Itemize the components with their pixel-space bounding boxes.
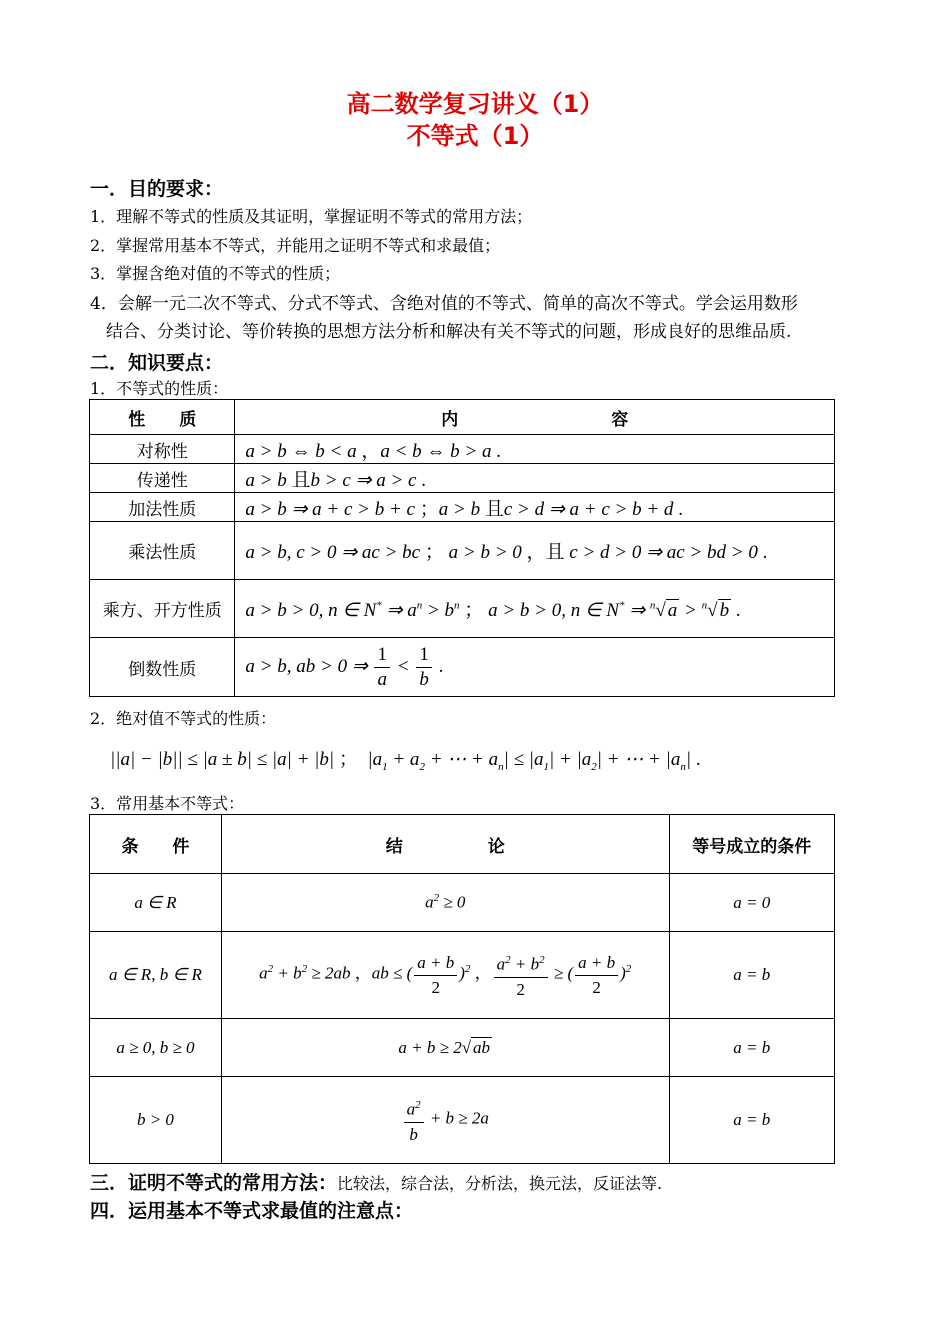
conclusion-cell: $\frac{a^2}{b}$ + b ≥ 2a <box>221 1077 669 1164</box>
section1-heading: 一．目的要求： <box>90 178 224 200</box>
section3-heading: 三．证明不等式的常用方法： <box>90 1172 338 1194</box>
table2-header-condition: 条 件 <box>90 815 222 874</box>
conclusion-cell: $a^2 + b^2 \ge 2ab$ ，ab ≤ ( $\frac{a + b}{2}$ )$^2$ ， $\frac{a^2 + b^2}{2}$ ≥ ( $\frac{a + b}{2}$ )$^2$ <box>221 932 669 1019</box>
section2-sub3: 3．常用基本不等式： <box>90 794 245 813</box>
transitivity-formula: a > b 且b > c ⇒ a > c . <box>235 464 835 493</box>
section1-item-4: 4．会解一元二次不等式、分式不等式、含绝对值的不等式、简单的高次不等式。学会运用数形 <box>90 294 798 314</box>
section4-heading: 四．运用基本不等式求最值的注意点： <box>90 1200 414 1222</box>
conclusion-cell: a + b ≥ 2√ ab <box>221 1019 669 1077</box>
table1-header-content: 内 容 <box>235 400 835 435</box>
doc-title-line2: 不等式（1） <box>406 122 544 150</box>
doc-title-line1: 高二数学复习讲义（1） <box>346 90 604 118</box>
table1-row-name: 乘方、开方性质 <box>90 580 235 638</box>
section2-heading: 二．知识要点： <box>90 352 224 374</box>
equality-cell: a = 0 <box>669 874 834 932</box>
table1-row-name: 传递性 <box>90 464 235 493</box>
section1-item-4-cont: 结合、分类讨论、等价转换的思想方法分析和解决有关不等式的问题，形成良好的思维品质. <box>106 322 792 342</box>
section2-sub1: 1．不等式的性质： <box>90 379 229 398</box>
equality-cell: a = b <box>669 1077 834 1164</box>
table1-header-property: 性 质 <box>90 400 235 435</box>
conclusion-cell: $a^2 \ge 0$ <box>221 874 669 932</box>
section2-sub2: 2．绝对值不等式的性质： <box>90 709 277 728</box>
table1-row-name: 加法性质 <box>90 493 235 522</box>
section1-item-1: 1．理解不等式的性质及其证明，掌握证明不等式的常用方法； <box>90 207 533 226</box>
section1-item-2: 2．掌握常用基本不等式，并能用之证明不等式和求最值； <box>90 236 501 255</box>
multiplication-formula: a > b, c > 0 ⇒ ac > bc ； a > b > 0 ，且 c > d > 0 ⇒ ac > bd > 0 . <box>235 522 835 580</box>
absolute-value-formula: ||a| − |b|| ≤ |a ± b| ≤ |a| + |b| ； $|a_1 + a_2$ + ⋯ + $a_n| \le |a_1| + |a_2|$ + ⋯ + $|a_n|$ . <box>110 749 701 773</box>
properties-table <box>89 399 835 697</box>
section3 <box>90 1168 662 1195</box>
condition-cell: a ∈ R, b ∈ R <box>90 932 222 1019</box>
symmetry-formula: a > b ⇔ b < a ，a < b ⇔ b > a . <box>235 435 835 464</box>
power-root-formula: a > b > 0, n ∈ N* ⇒ $a^n > b^n$ ； a > b > 0, n ∈ N* ⇒ $^n$√ a > $^n$√ b . <box>235 580 835 638</box>
table1-row-name: 倒数性质 <box>90 638 235 697</box>
condition-cell: a ∈ R <box>90 874 222 932</box>
equality-cell: a = b <box>669 932 834 1019</box>
section1-item-3: 3．掌握含绝对值的不等式的性质； <box>90 264 341 283</box>
condition-cell: a ≥ 0, b ≥ 0 <box>90 1019 222 1077</box>
equality-cell: a = b <box>669 1019 834 1077</box>
table2-header-equality: 等号成立的条件 <box>669 815 834 874</box>
table1-row-name: 乘法性质 <box>90 522 235 580</box>
section3-text: 比较法，综合法，分析法，换元法，反证法等. <box>337 1174 663 1193</box>
basic-inequalities-table <box>89 814 835 1164</box>
condition-cell: b > 0 <box>90 1077 222 1164</box>
table1-row-name: 对称性 <box>90 435 235 464</box>
reciprocal-formula: a > b, ab > 0 ⇒ $\frac{1}{a}$ < $\frac{1}{b}$ . <box>235 638 835 697</box>
addition-formula: a > b ⇒ a + c > b + c ；a > b 且c > d ⇒ a + c > b + d . <box>235 493 835 522</box>
table2-header-conclusion: 结 论 <box>221 815 669 874</box>
